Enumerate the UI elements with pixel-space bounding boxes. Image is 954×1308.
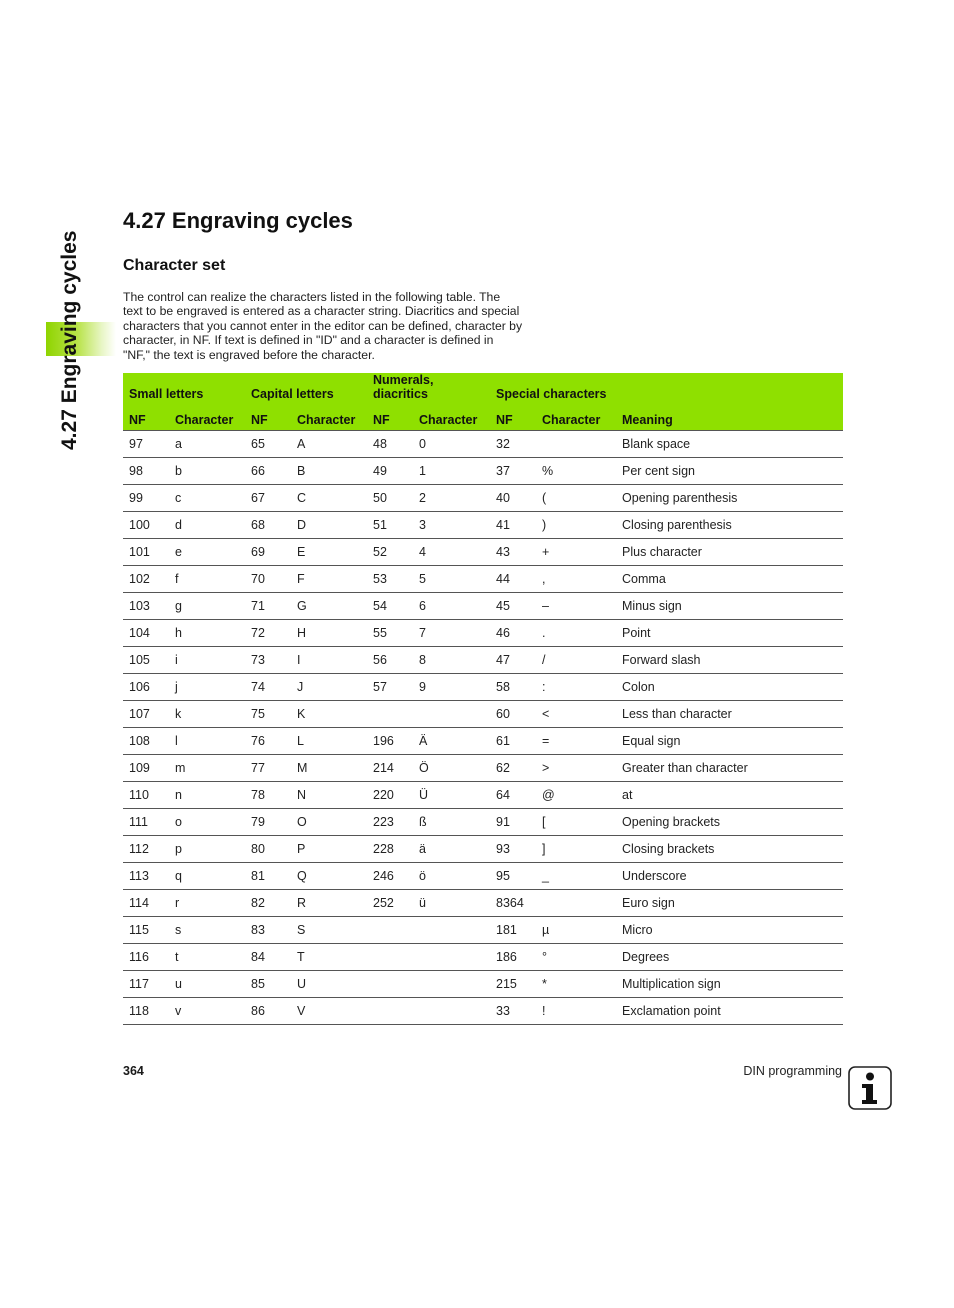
table-cell: ä bbox=[413, 836, 490, 863]
table-cell bbox=[367, 944, 413, 971]
table-cell: @ bbox=[536, 782, 616, 809]
table-cell: 8 bbox=[413, 647, 490, 674]
table-cell: . bbox=[536, 620, 616, 647]
table-cell: s bbox=[169, 917, 245, 944]
table-cell: Comma bbox=[616, 566, 843, 593]
table-cell: 113 bbox=[123, 863, 169, 890]
table-cell: G bbox=[291, 593, 367, 620]
column-header: Character bbox=[413, 403, 490, 431]
table-row bbox=[123, 836, 843, 863]
table-row bbox=[123, 593, 843, 620]
table-cell: b bbox=[169, 458, 245, 485]
table-cell: Blank space bbox=[616, 431, 843, 458]
table-cell: / bbox=[536, 647, 616, 674]
table-cell: 71 bbox=[245, 593, 291, 620]
table-cell: t bbox=[169, 944, 245, 971]
table-cell: 54 bbox=[367, 593, 413, 620]
table-cell: P bbox=[291, 836, 367, 863]
table-group-header bbox=[123, 373, 843, 403]
table-cell: 181 bbox=[490, 917, 536, 944]
running-footer-title: DIN programming bbox=[743, 1064, 842, 1078]
table-cell: 4 bbox=[413, 539, 490, 566]
column-header: Character bbox=[169, 403, 245, 431]
table-cell: 69 bbox=[245, 539, 291, 566]
table-cell: i bbox=[169, 647, 245, 674]
table-cell bbox=[367, 917, 413, 944]
table-cell: 111 bbox=[123, 809, 169, 836]
table-cell: 118 bbox=[123, 998, 169, 1025]
table-cell: Exclamation point bbox=[616, 998, 843, 1025]
table-cell: 37 bbox=[490, 458, 536, 485]
table-cell: 47 bbox=[490, 647, 536, 674]
table-cell: 73 bbox=[245, 647, 291, 674]
column-header: NF bbox=[245, 403, 291, 431]
table-cell: Colon bbox=[616, 674, 843, 701]
table-cell: Underscore bbox=[616, 863, 843, 890]
table-row bbox=[123, 539, 843, 566]
table-cell: g bbox=[169, 593, 245, 620]
table-cell: Opening brackets bbox=[616, 809, 843, 836]
table-cell: 102 bbox=[123, 566, 169, 593]
table-cell: l bbox=[169, 728, 245, 755]
table-cell: 246 bbox=[367, 863, 413, 890]
table-cell: _ bbox=[536, 863, 616, 890]
table-cell: 100 bbox=[123, 512, 169, 539]
table-cell: 99 bbox=[123, 485, 169, 512]
table-cell: = bbox=[536, 728, 616, 755]
table-row bbox=[123, 647, 843, 674]
table-cell: Closing parenthesis bbox=[616, 512, 843, 539]
column-header: NF bbox=[367, 403, 413, 431]
table-row bbox=[123, 566, 843, 593]
table-cell: 106 bbox=[123, 674, 169, 701]
table-cell: ) bbox=[536, 512, 616, 539]
table-cell: 48 bbox=[367, 431, 413, 458]
table-cell: ü bbox=[413, 890, 490, 917]
table-row bbox=[123, 674, 843, 701]
table-cell: 60 bbox=[490, 701, 536, 728]
table-cell: J bbox=[291, 674, 367, 701]
table-cell: 79 bbox=[245, 809, 291, 836]
side-chapter-title: 4.27 Engraving cycles bbox=[58, 230, 81, 450]
table-cell: 220 bbox=[367, 782, 413, 809]
table-cell: Greater than character bbox=[616, 755, 843, 782]
table-cell: Closing brackets bbox=[616, 836, 843, 863]
table-cell: Multiplication sign bbox=[616, 971, 843, 998]
table-cell: 85 bbox=[245, 971, 291, 998]
table-cell: > bbox=[536, 755, 616, 782]
table-cell: 81 bbox=[245, 863, 291, 890]
table-cell: 43 bbox=[490, 539, 536, 566]
table-cell: 110 bbox=[123, 782, 169, 809]
character-set-table bbox=[123, 373, 843, 1025]
table-cell bbox=[536, 890, 616, 917]
table-cell: ö bbox=[413, 863, 490, 890]
table-cell: 223 bbox=[367, 809, 413, 836]
table-cell: H bbox=[291, 620, 367, 647]
table-cell: q bbox=[169, 863, 245, 890]
table-row bbox=[123, 458, 843, 485]
table-column-header bbox=[123, 403, 843, 431]
table-cell bbox=[536, 431, 616, 458]
table-cell: % bbox=[536, 458, 616, 485]
table-row bbox=[123, 431, 843, 458]
table-cell: : bbox=[536, 674, 616, 701]
table-row bbox=[123, 701, 843, 728]
table-cell: 0 bbox=[413, 431, 490, 458]
table-row bbox=[123, 512, 843, 539]
table-cell: , bbox=[536, 566, 616, 593]
table-cell: 52 bbox=[367, 539, 413, 566]
table-cell: T bbox=[291, 944, 367, 971]
table-cell: 116 bbox=[123, 944, 169, 971]
table-cell: Minus sign bbox=[616, 593, 843, 620]
table-cell: 103 bbox=[123, 593, 169, 620]
table-cell: v bbox=[169, 998, 245, 1025]
table-cell: Ö bbox=[413, 755, 490, 782]
table-cell: d bbox=[169, 512, 245, 539]
table-cell: 91 bbox=[490, 809, 536, 836]
table-cell: 3 bbox=[413, 512, 490, 539]
table-cell: k bbox=[169, 701, 245, 728]
table-cell: 186 bbox=[490, 944, 536, 971]
table-cell: Plus character bbox=[616, 539, 843, 566]
table-cell: 72 bbox=[245, 620, 291, 647]
table-cell: 83 bbox=[245, 917, 291, 944]
table-row bbox=[123, 944, 843, 971]
table-cell: R bbox=[291, 890, 367, 917]
table-cell: 215 bbox=[490, 971, 536, 998]
table-row bbox=[123, 728, 843, 755]
table-cell: 104 bbox=[123, 620, 169, 647]
table-row bbox=[123, 755, 843, 782]
table-cell: U bbox=[291, 971, 367, 998]
table-cell: 82 bbox=[245, 890, 291, 917]
table-cell: r bbox=[169, 890, 245, 917]
table-row bbox=[123, 917, 843, 944]
table-cell: n bbox=[169, 782, 245, 809]
table-cell: µ bbox=[536, 917, 616, 944]
table-cell: m bbox=[169, 755, 245, 782]
table-cell: 45 bbox=[490, 593, 536, 620]
column-header: NF bbox=[123, 403, 169, 431]
table-cell: 77 bbox=[245, 755, 291, 782]
table-row bbox=[123, 782, 843, 809]
table-cell: V bbox=[291, 998, 367, 1025]
table-cell: < bbox=[536, 701, 616, 728]
table-cell: 95 bbox=[490, 863, 536, 890]
table-cell: 107 bbox=[123, 701, 169, 728]
table-cell: I bbox=[291, 647, 367, 674]
group-capital-letters: Capital letters bbox=[245, 373, 367, 403]
table-cell: M bbox=[291, 755, 367, 782]
table-cell: 84 bbox=[245, 944, 291, 971]
info-icon bbox=[848, 1066, 892, 1110]
table-cell: Opening parenthesis bbox=[616, 485, 843, 512]
table-cell: o bbox=[169, 809, 245, 836]
table-cell: 214 bbox=[367, 755, 413, 782]
group-special-characters: Special characters bbox=[490, 373, 843, 403]
table-row bbox=[123, 620, 843, 647]
table-cell: C bbox=[291, 485, 367, 512]
table-cell: D bbox=[291, 512, 367, 539]
table-row bbox=[123, 485, 843, 512]
table-cell: 76 bbox=[245, 728, 291, 755]
table-cell: 68 bbox=[245, 512, 291, 539]
table-cell: 115 bbox=[123, 917, 169, 944]
table-cell: Q bbox=[291, 863, 367, 890]
table-cell: e bbox=[169, 539, 245, 566]
table-cell: + bbox=[536, 539, 616, 566]
table-cell: O bbox=[291, 809, 367, 836]
table-body bbox=[123, 431, 843, 1025]
table-cell: 66 bbox=[245, 458, 291, 485]
table-cell: K bbox=[291, 701, 367, 728]
table-cell: p bbox=[169, 836, 245, 863]
table-cell: 65 bbox=[245, 431, 291, 458]
table-cell: f bbox=[169, 566, 245, 593]
column-header: Character bbox=[536, 403, 616, 431]
table-cell: 93 bbox=[490, 836, 536, 863]
table-cell: 6 bbox=[413, 593, 490, 620]
table-cell: Degrees bbox=[616, 944, 843, 971]
table-cell: 62 bbox=[490, 755, 536, 782]
table-cell: 108 bbox=[123, 728, 169, 755]
table-cell bbox=[413, 917, 490, 944]
table-cell: u bbox=[169, 971, 245, 998]
column-header: Meaning bbox=[616, 403, 843, 431]
table-cell bbox=[413, 971, 490, 998]
group-numerals-diacritics: Numerals, diacritics bbox=[367, 373, 490, 403]
table-cell: 1 bbox=[413, 458, 490, 485]
table-cell: * bbox=[536, 971, 616, 998]
table-cell bbox=[367, 998, 413, 1025]
table-cell: ] bbox=[536, 836, 616, 863]
table-cell: B bbox=[291, 458, 367, 485]
table-cell: a bbox=[169, 431, 245, 458]
table-cell: c bbox=[169, 485, 245, 512]
table-cell: 112 bbox=[123, 836, 169, 863]
table-cell: 80 bbox=[245, 836, 291, 863]
table-cell: N bbox=[291, 782, 367, 809]
section-title: Character set bbox=[123, 257, 226, 274]
table-cell: h bbox=[169, 620, 245, 647]
table-cell: L bbox=[291, 728, 367, 755]
intro-paragraph: The control can realize the characters listed in the following table. The text to be engraved is entered as a character string. Diacritics and special characters that you cannot enter in the editor can be defined, character by character, in NF. If text is defined in "ID" and a character is defined in "NF," the text is engraved before the character. bbox=[123, 290, 523, 362]
table-cell: Per cent sign bbox=[616, 458, 843, 485]
table-cell: 105 bbox=[123, 647, 169, 674]
table-cell: 196 bbox=[367, 728, 413, 755]
table-cell: 109 bbox=[123, 755, 169, 782]
chapter-title: 4.27 Engraving cycles bbox=[123, 208, 353, 233]
table-cell: 101 bbox=[123, 539, 169, 566]
table-cell: 51 bbox=[367, 512, 413, 539]
table-cell: A bbox=[291, 431, 367, 458]
table-cell: 228 bbox=[367, 836, 413, 863]
table-row bbox=[123, 890, 843, 917]
table-row bbox=[123, 863, 843, 890]
table-cell: Ü bbox=[413, 782, 490, 809]
table-cell: ° bbox=[536, 944, 616, 971]
page-number: 364 bbox=[123, 1064, 144, 1078]
table-cell: – bbox=[536, 593, 616, 620]
table-cell: 9 bbox=[413, 674, 490, 701]
table-cell: E bbox=[291, 539, 367, 566]
column-header: NF bbox=[490, 403, 536, 431]
table-cell: 50 bbox=[367, 485, 413, 512]
table-cell: 56 bbox=[367, 647, 413, 674]
table-cell: 32 bbox=[490, 431, 536, 458]
table-cell: 41 bbox=[490, 512, 536, 539]
table-cell bbox=[413, 998, 490, 1025]
table-cell: 86 bbox=[245, 998, 291, 1025]
table-cell: 58 bbox=[490, 674, 536, 701]
table-cell: 117 bbox=[123, 971, 169, 998]
group-small-letters: Small letters bbox=[123, 373, 245, 403]
table-cell: 98 bbox=[123, 458, 169, 485]
table-cell: Equal sign bbox=[616, 728, 843, 755]
table-cell: Micro bbox=[616, 917, 843, 944]
table-cell: 46 bbox=[490, 620, 536, 647]
table-cell: Forward slash bbox=[616, 647, 843, 674]
table-cell: 5 bbox=[413, 566, 490, 593]
table-cell: 252 bbox=[367, 890, 413, 917]
table-cell bbox=[367, 971, 413, 998]
table-cell: ! bbox=[536, 998, 616, 1025]
table-cell: 97 bbox=[123, 431, 169, 458]
table-row bbox=[123, 971, 843, 998]
table-cell: Less than character bbox=[616, 701, 843, 728]
table-cell: 75 bbox=[245, 701, 291, 728]
table-cell: 44 bbox=[490, 566, 536, 593]
table-cell: 55 bbox=[367, 620, 413, 647]
table-cell bbox=[413, 701, 490, 728]
table-cell: 67 bbox=[245, 485, 291, 512]
table-cell: [ bbox=[536, 809, 616, 836]
table-cell: 114 bbox=[123, 890, 169, 917]
table-cell: Point bbox=[616, 620, 843, 647]
table-cell bbox=[413, 944, 490, 971]
table-cell: at bbox=[616, 782, 843, 809]
table-cell: 70 bbox=[245, 566, 291, 593]
table-cell: j bbox=[169, 674, 245, 701]
table-cell: 7 bbox=[413, 620, 490, 647]
table-cell: ß bbox=[413, 809, 490, 836]
table-cell: Euro sign bbox=[616, 890, 843, 917]
table-cell: 61 bbox=[490, 728, 536, 755]
table-cell: F bbox=[291, 566, 367, 593]
table-cell: 78 bbox=[245, 782, 291, 809]
table-cell: ( bbox=[536, 485, 616, 512]
table-row bbox=[123, 998, 843, 1025]
table-cell: S bbox=[291, 917, 367, 944]
table-cell bbox=[367, 701, 413, 728]
table-cell: 8364 bbox=[490, 890, 536, 917]
table-cell: 53 bbox=[367, 566, 413, 593]
table-cell: 57 bbox=[367, 674, 413, 701]
table-cell: 2 bbox=[413, 485, 490, 512]
table-cell: 33 bbox=[490, 998, 536, 1025]
column-header: Character bbox=[291, 403, 367, 431]
table-cell: 49 bbox=[367, 458, 413, 485]
table-cell: Ä bbox=[413, 728, 490, 755]
table-row bbox=[123, 809, 843, 836]
table-cell: 64 bbox=[490, 782, 536, 809]
table-cell: 74 bbox=[245, 674, 291, 701]
table-cell: 40 bbox=[490, 485, 536, 512]
